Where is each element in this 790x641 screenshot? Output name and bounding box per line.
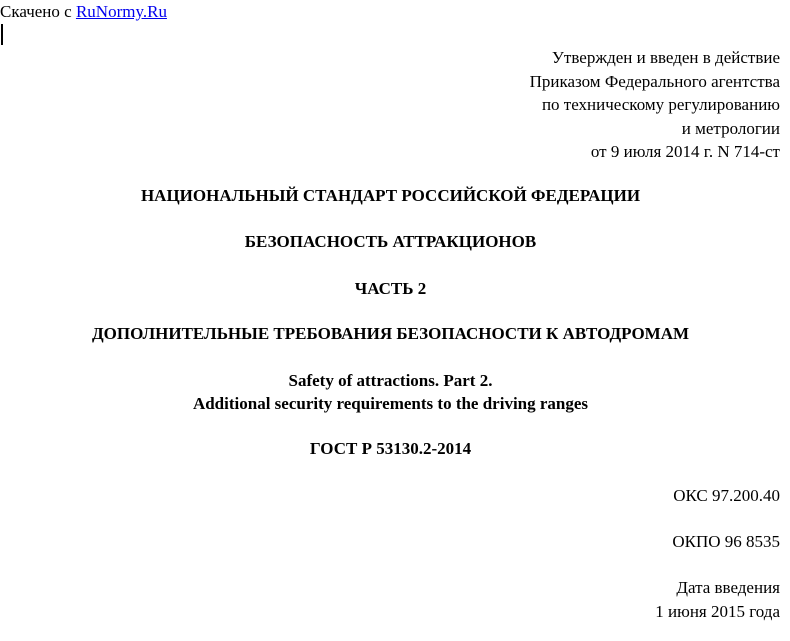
english-title-line-1: Safety of attractions. Part 2.	[288, 371, 493, 390]
okpo-code: ОКПО 96 8535	[672, 532, 780, 551]
source-prefix: Скачено с	[0, 2, 76, 21]
text-cursor	[1, 24, 3, 45]
approval-line-4: и метрологии	[681, 118, 780, 138]
effective-date-block	[655, 576, 780, 623]
approval-block	[530, 46, 780, 164]
okc-code: ОКС 97.200.40	[673, 486, 780, 505]
heading-part: ЧАСТЬ 2	[354, 279, 427, 298]
effective-date-value: 1 июня 2015 года	[655, 601, 780, 621]
source-line	[0, 1, 167, 23]
effective-date-label: Дата введения	[676, 578, 780, 597]
heading-english-title	[0, 369, 781, 415]
heading-safety-attractions: БЕЗОПАСНОСТЬ АТТРАКЦИОНОВ	[244, 232, 537, 251]
english-title-line-2: Additional security requirements to the driving ranges	[192, 394, 589, 413]
approval-line-5: от 9 июля 2014 г. N 714-ст	[590, 142, 780, 161]
runormy-link[interactable]: RuNormy.Ru	[75, 2, 167, 21]
approval-line-1: Утвержден и введен в действие	[551, 48, 780, 67]
approval-line-3: по техническому регулированию	[541, 95, 780, 114]
heading-additional-requirements: ДОПОЛНИТЕЛЬНЫЕ ТРЕБОВАНИЯ БЕЗОПАСНОСТИ К АВТОДРОМАМ	[91, 324, 690, 343]
approval-line-2: Приказом Федерального агентства	[529, 71, 780, 91]
heading-national-standard: НАЦИОНАЛЬНЫЙ СТАНДАРТ РОССИЙСКОЙ ФЕДЕРАЦИИ	[140, 186, 641, 205]
heading-gost-number: ГОСТ Р 53130.2-2014	[309, 439, 472, 458]
